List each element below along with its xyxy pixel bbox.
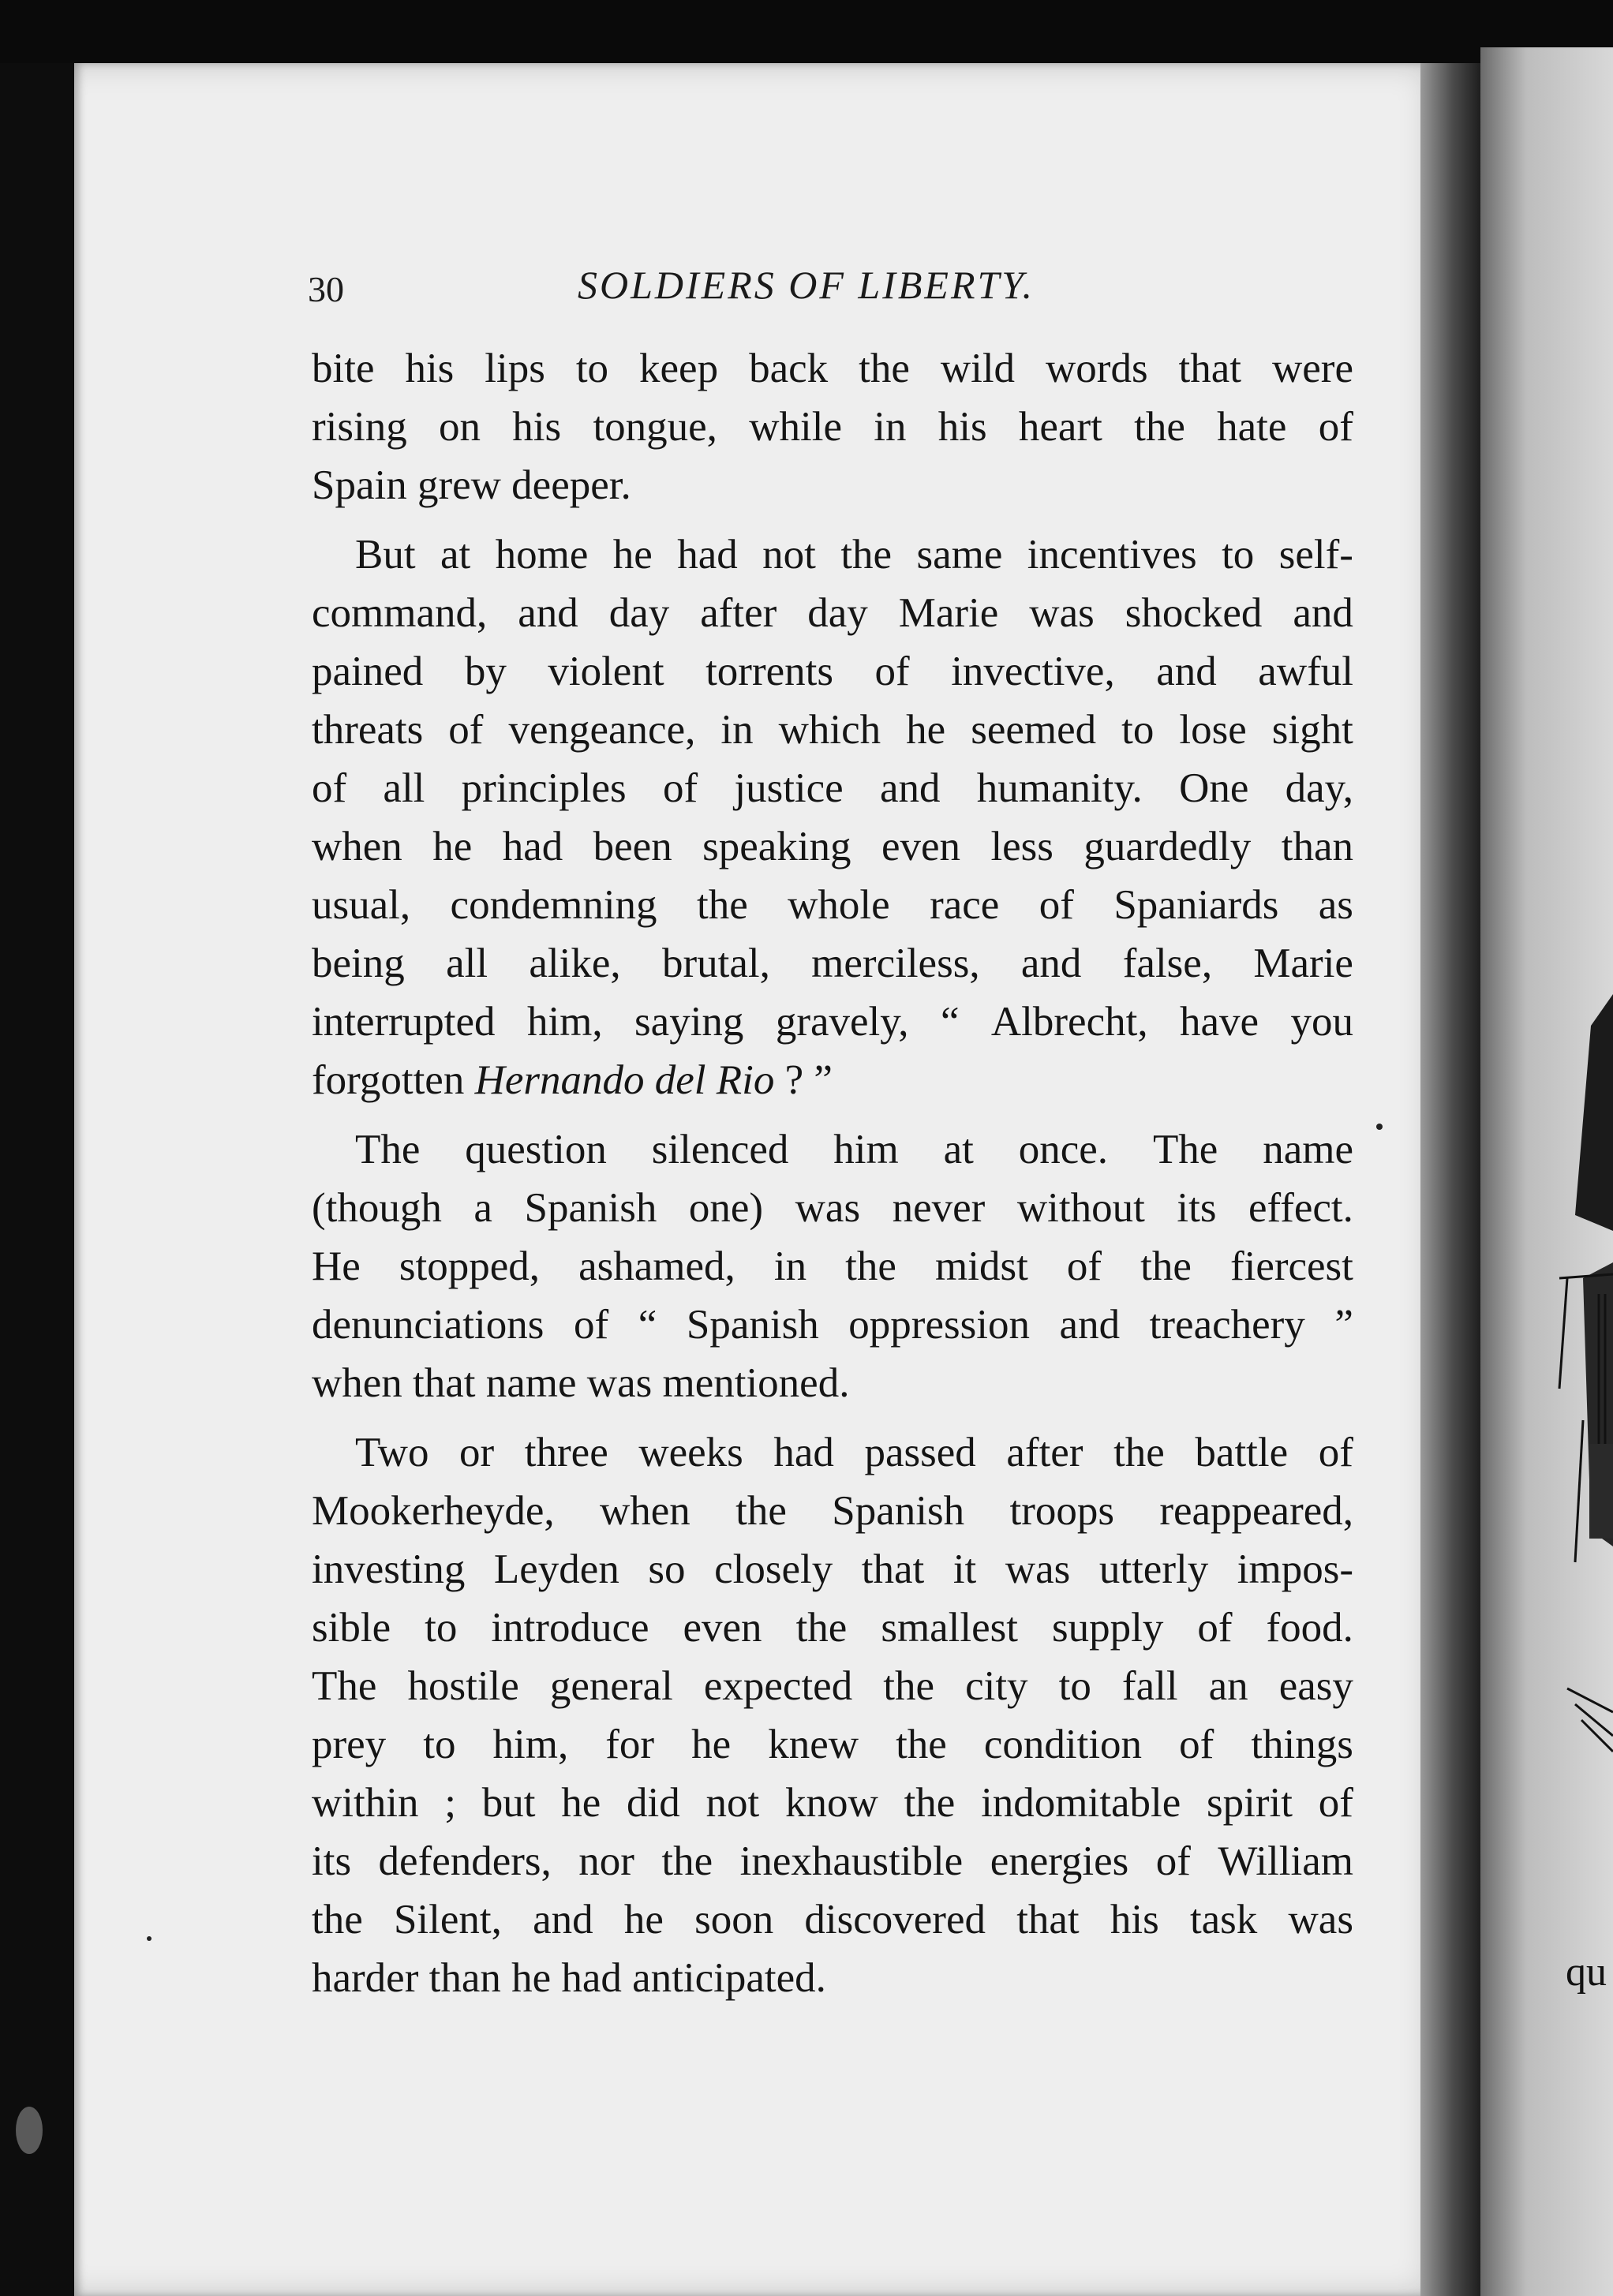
text-line: denunciations of “ Spanish oppression and treachery ”: [312, 1302, 1353, 1348]
text-line: threats of vengeance, in which he seemed to lose sight: [312, 707, 1353, 753]
text-fragment: forgotten: [312, 1057, 475, 1103]
text-line: rising on his tongue, while in his heart the hate of: [312, 404, 1353, 450]
text-line: pained by violent torrents of invective, and awful: [312, 649, 1353, 694]
scan-speck: [147, 1936, 152, 1941]
paragraph-3: [312, 1120, 1353, 1412]
text-line-with-italic: [312, 1051, 1353, 1109]
paragraph-2: [312, 525, 1353, 1109]
text-line: He stopped, ashamed, in the midst of the fiercest: [312, 1243, 1353, 1289]
text-line: command, and day after day Marie was shocked and: [312, 590, 1353, 636]
scan-speck: [16, 2107, 43, 2154]
text-line: bite his lips to keep back the wild words that were: [312, 346, 1353, 391]
text-line: interrupted him, saying gravely, “ Albrecht, have you: [312, 999, 1353, 1045]
text-line: The hostile general expected the city to fall an easy: [312, 1663, 1353, 1709]
paragraph-1: [312, 339, 1353, 514]
facing-page-illustration: [1480, 978, 1613, 1830]
text-line: the Silent, and he soon discovered that his task was: [312, 1897, 1353, 1943]
text-line: harder than he had anticipated.: [312, 1955, 826, 2001]
running-title: SOLDIERS OF LIBERTY.: [578, 263, 1035, 307]
text-line: The question silenced him at once. The name: [355, 1127, 1353, 1172]
text-line: its defenders, nor the inexhaustible energies of William: [312, 1838, 1353, 1884]
text-line: when that name was mentioned.: [312, 1360, 850, 1406]
text-line: prey to him, for he knew the condition of things: [312, 1722, 1353, 1767]
paragraph-4: [312, 1423, 1353, 2007]
italic-name: Hernando del Rio: [474, 1057, 775, 1103]
text-line: (though a Spanish one) was never without its effect.: [312, 1185, 1353, 1231]
text-line: Two or three weeks had passed after the battle of: [355, 1430, 1353, 1475]
text-line: being all alike, brutal, merciless, and false, Marie: [312, 940, 1353, 986]
body-text: [312, 339, 1353, 2007]
text-line: within ; but he did not know the indomitable spirit of: [312, 1780, 1353, 1826]
facing-page-text: qu: [1566, 1950, 1607, 1995]
text-fragment: ? ”: [774, 1057, 833, 1103]
text-line: when he had been speaking even less guardedly than: [312, 824, 1353, 869]
text-line: usual, condemning the whole race of Spaniards as: [312, 882, 1353, 928]
text-line: investing Leyden so closely that it was utterly impos-: [312, 1546, 1353, 1592]
text-line: of all principles of justice and humanity. One day,: [312, 765, 1353, 811]
running-header: [308, 245, 1413, 339]
text-line: sible to introduce even the smallest supply of food.: [312, 1605, 1353, 1651]
scan-border: [0, 0, 1613, 63]
book-gutter: [1420, 63, 1480, 2296]
page-number: 30: [308, 269, 344, 309]
text-line: Spain grew deeper.: [312, 462, 631, 508]
text-line: But at home he had not the same incentives to self-: [355, 532, 1353, 578]
text-line: Mookerheyde, when the Spanish troops reappeared,: [312, 1488, 1353, 1534]
scan-speck: [1376, 1124, 1383, 1130]
